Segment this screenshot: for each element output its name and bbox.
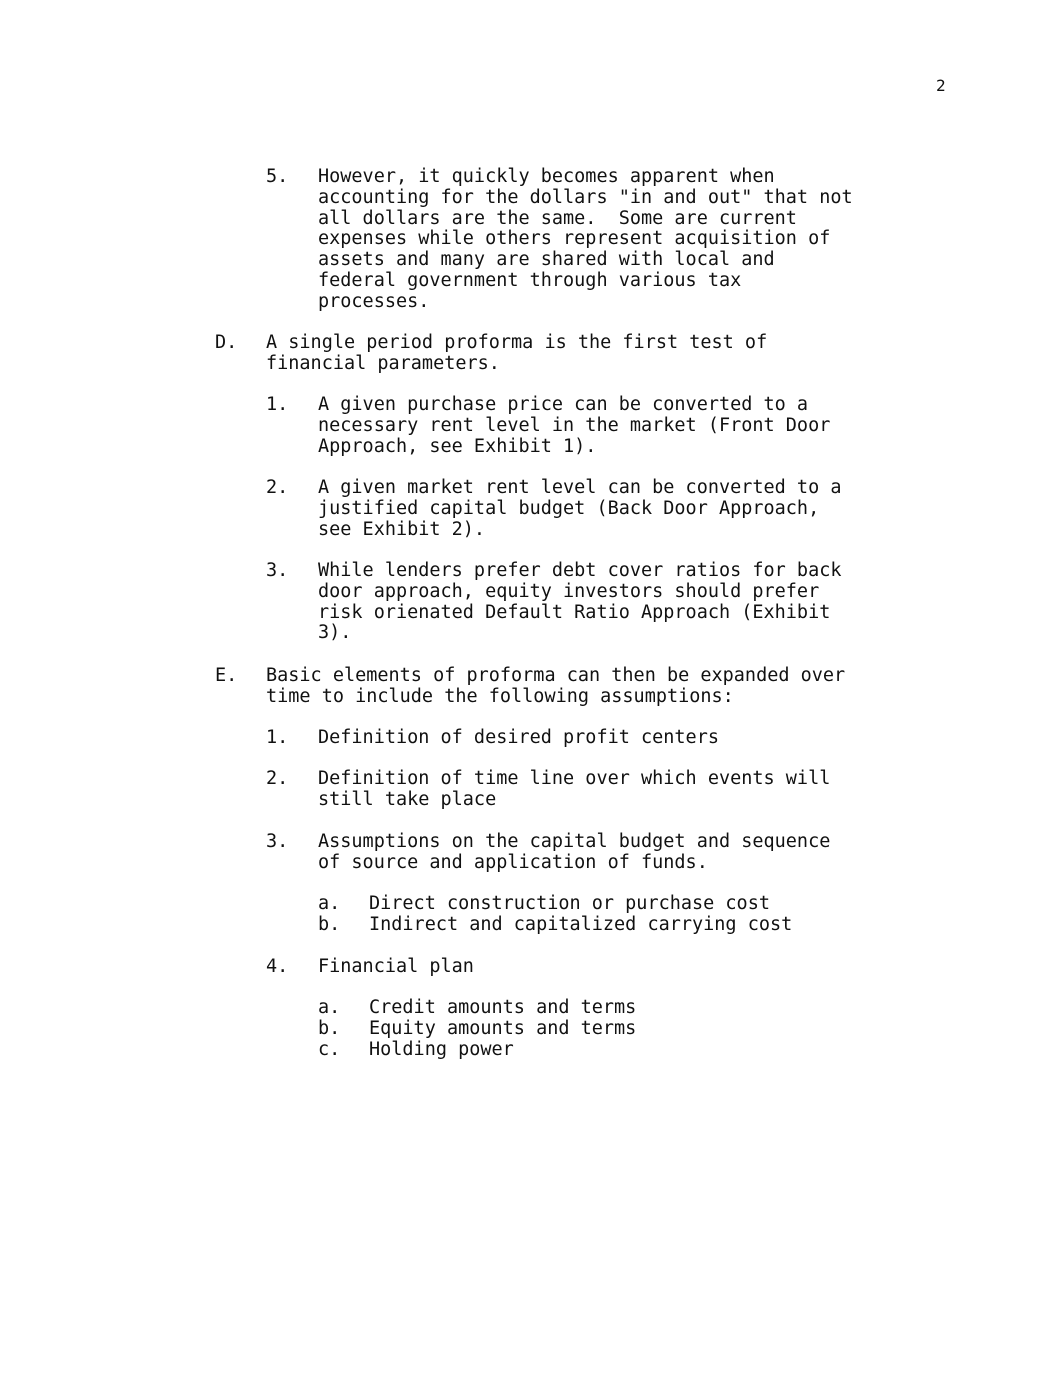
- section-e-item-4-sub-text: Holding power: [369, 1038, 514, 1060]
- section-e-item-2-line: Definition of time line over which events will: [318, 768, 831, 789]
- section-d-line: financial parameters.: [266, 352, 500, 374]
- item-5-line: processes.: [318, 290, 430, 312]
- section-e-item-4-label: 4.: [266, 956, 289, 977]
- item-5-line: all dollars are the same. Some are current: [318, 207, 797, 229]
- section-e-line: Basic elements of proforma can then be expanded over: [266, 665, 846, 686]
- section-d-item-3-line: 3).: [318, 622, 352, 644]
- section-e-item-3-sub-text: Direct construction or purchase cost: [369, 893, 770, 914]
- item-5-label: 5.: [266, 166, 289, 187]
- section-e-item-3-sub-label: a.: [318, 893, 341, 914]
- section-e-item-3-line: of source and application of funds.: [318, 851, 708, 873]
- section-e-item-2-label: 2.: [266, 768, 289, 789]
- section-d-item-2-line: A given market rent level can be converted to a: [318, 477, 842, 498]
- section-d-item-1-line: Approach, see Exhibit 1).: [318, 435, 597, 457]
- section-e-item-4-sub-text: Credit amounts and terms: [369, 997, 637, 1018]
- section-e-line: time to include the following assumptions:: [266, 685, 734, 707]
- section-d-item-3-line: While lenders prefer debt cover ratios for back: [318, 560, 842, 581]
- section-d-label: D.: [215, 332, 238, 353]
- section-e-label: E.: [215, 665, 238, 686]
- section-e-item-4-sub-label: a.: [318, 997, 341, 1018]
- section-d-item-3-line: risk orienated Default Ratio Approach (Exhibit: [318, 601, 831, 623]
- section-d-item-2-label: 2.: [266, 477, 289, 498]
- section-e-item-4-sub-text: Equity amounts and terms: [369, 1017, 637, 1039]
- section-d-line: A single period proforma is the first test of: [266, 332, 768, 353]
- section-d-item-3-line: door approach, equity investors should prefer: [318, 580, 820, 602]
- section-d-item-2-line: see Exhibit 2).: [318, 518, 486, 540]
- page-number: 2: [936, 76, 946, 95]
- item-5-line: assets and many are shared with local and: [318, 249, 775, 271]
- item-5-line: accounting for the dollars "in and out" that not: [318, 186, 853, 208]
- item-5-line: expenses while others represent acquisition of: [318, 228, 831, 250]
- section-e-item-1-line: Definition of desired profit centers: [318, 727, 719, 748]
- section-d-item-1-label: 1.: [266, 394, 289, 415]
- section-e-item-4-sub-label: c.: [318, 1038, 341, 1060]
- section-e-item-3-sub-text: Indirect and capitalized carrying cost: [369, 913, 793, 935]
- item-5-line: However, it quickly becomes apparent when: [318, 166, 775, 187]
- section-d-item-1-line: necessary rent level in the market (Front Door: [318, 414, 831, 436]
- section-e-item-3-label: 3.: [266, 831, 289, 852]
- section-e-item-4-sub-label: b.: [318, 1017, 341, 1039]
- section-e-item-4-line: Financial plan: [318, 956, 474, 977]
- section-e-item-3-line: Assumptions on the capital budget and sequence: [318, 831, 831, 852]
- section-e-item-3-sub-label: b.: [318, 913, 341, 935]
- section-e-item-2-line: still take place: [318, 788, 497, 810]
- section-d-item-2-line: justified capital budget (Back Door Approach,: [318, 497, 820, 519]
- section-e-item-1-label: 1.: [266, 727, 289, 748]
- section-d-item-3-label: 3.: [266, 560, 289, 581]
- item-5-line: federal government through various tax: [318, 270, 742, 291]
- section-d-item-1-line: A given purchase price can be converted to a: [318, 394, 809, 415]
